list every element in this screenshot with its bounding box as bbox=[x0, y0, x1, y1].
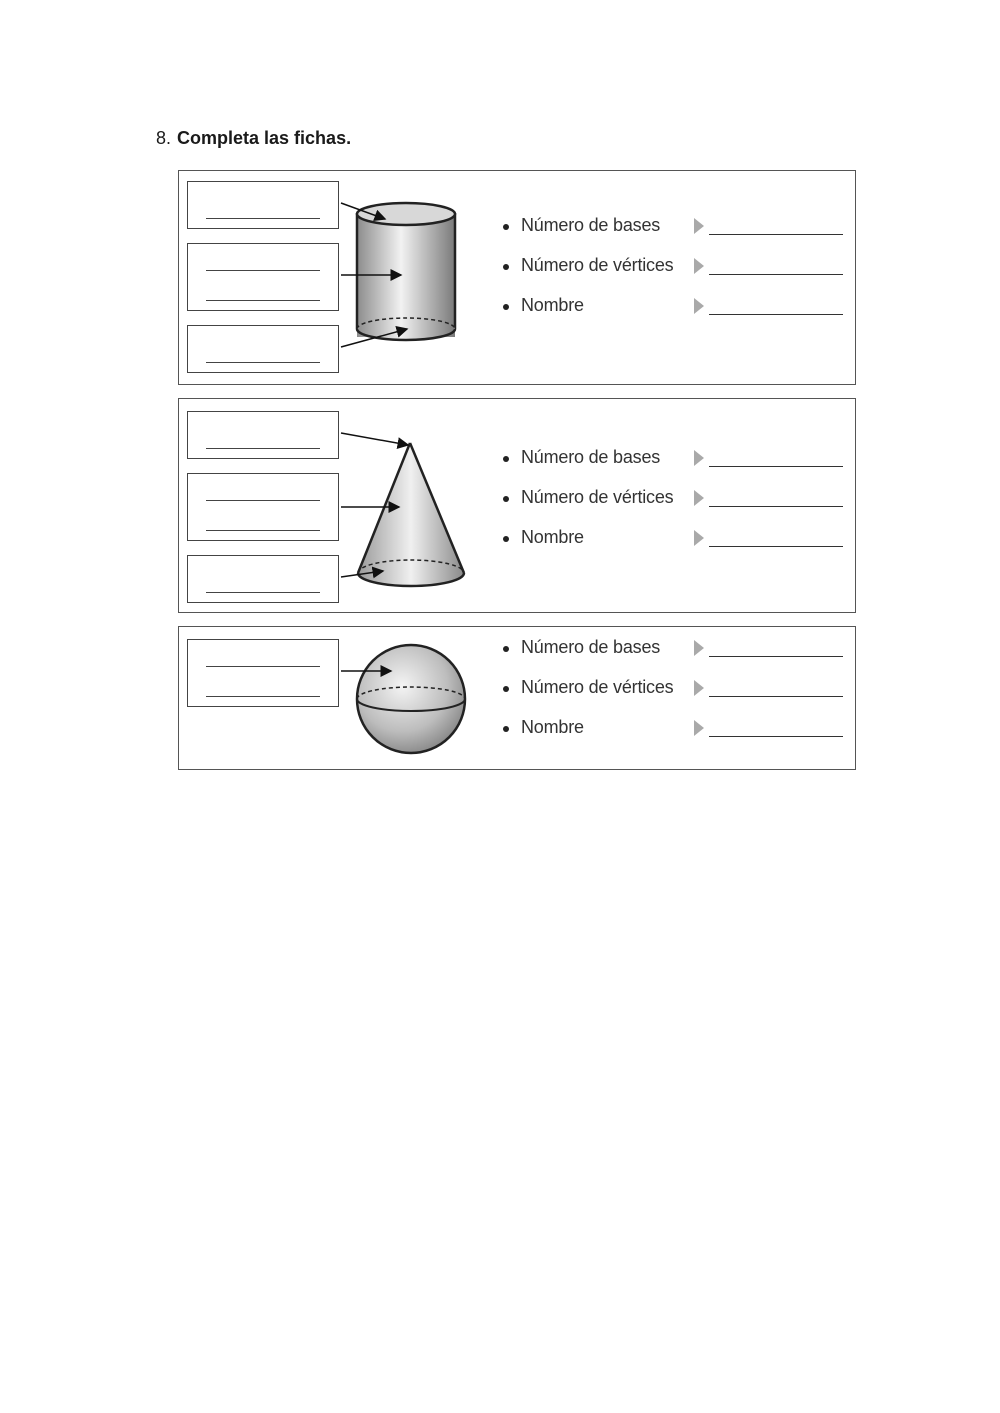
bullet-icon bbox=[503, 224, 509, 230]
triangle-arrow-icon bbox=[694, 298, 704, 314]
answer-box-3[interactable] bbox=[187, 325, 339, 373]
property-bases bbox=[501, 447, 847, 471]
property-label: Nombre bbox=[521, 527, 584, 547]
property-label: Número de bases bbox=[521, 637, 661, 657]
answer-line[interactable] bbox=[709, 546, 843, 547]
bullet-icon bbox=[503, 646, 509, 652]
arrow-apex bbox=[341, 433, 408, 445]
answer-line[interactable] bbox=[206, 666, 320, 667]
answer-line[interactable] bbox=[206, 300, 320, 301]
answer-box-1[interactable] bbox=[187, 411, 339, 459]
bullet-icon bbox=[503, 456, 509, 462]
property-name bbox=[501, 527, 847, 551]
triangle-arrow-icon bbox=[694, 680, 704, 696]
answer-box-2[interactable] bbox=[187, 243, 339, 311]
property-label: Nombre bbox=[521, 295, 584, 315]
card-cone bbox=[178, 398, 856, 613]
property-name bbox=[501, 295, 847, 319]
triangle-arrow-icon bbox=[694, 218, 704, 234]
cone-body bbox=[358, 443, 464, 586]
property-label: Número de vértices bbox=[521, 255, 674, 275]
property-label: Número de bases bbox=[521, 447, 661, 467]
bullet-icon bbox=[503, 264, 509, 270]
answer-line[interactable] bbox=[206, 592, 320, 593]
bullet-icon bbox=[503, 686, 509, 692]
answer-line[interactable] bbox=[206, 270, 320, 271]
answer-line[interactable] bbox=[206, 696, 320, 697]
exercise-instruction: Completa las fichas. bbox=[177, 128, 352, 148]
answer-line[interactable] bbox=[206, 218, 320, 219]
answer-box-2[interactable] bbox=[187, 473, 339, 541]
property-label: Nombre bbox=[521, 717, 584, 737]
property-bases bbox=[501, 215, 847, 239]
answer-line[interactable] bbox=[206, 362, 320, 363]
answer-line[interactable] bbox=[709, 736, 843, 737]
property-label: Número de bases bbox=[521, 215, 661, 235]
answer-line[interactable] bbox=[709, 656, 843, 657]
exercise-heading bbox=[156, 128, 351, 149]
property-label: Número de vértices bbox=[521, 677, 674, 697]
triangle-arrow-icon bbox=[694, 640, 704, 656]
property-label: Número de vértices bbox=[521, 487, 674, 507]
property-bases bbox=[501, 637, 847, 661]
triangle-arrow-icon bbox=[694, 258, 704, 274]
property-vertices bbox=[501, 677, 847, 701]
card-sphere bbox=[178, 626, 856, 770]
exercise-number: 8. bbox=[156, 128, 172, 148]
answer-line[interactable] bbox=[709, 274, 843, 275]
bullet-icon bbox=[503, 536, 509, 542]
property-vertices bbox=[501, 255, 847, 279]
triangle-arrow-icon bbox=[694, 450, 704, 466]
answer-box-1[interactable] bbox=[187, 639, 339, 707]
answer-line[interactable] bbox=[709, 314, 843, 315]
triangle-arrow-icon bbox=[694, 720, 704, 736]
triangle-arrow-icon bbox=[694, 490, 704, 506]
answer-line[interactable] bbox=[709, 506, 843, 507]
bullet-icon bbox=[503, 496, 509, 502]
answer-line[interactable] bbox=[206, 530, 320, 531]
answer-box-1[interactable] bbox=[187, 181, 339, 229]
property-vertices bbox=[501, 487, 847, 511]
answer-line[interactable] bbox=[709, 696, 843, 697]
sphere-body bbox=[357, 645, 465, 753]
answer-line[interactable] bbox=[206, 448, 320, 449]
answer-box-3[interactable] bbox=[187, 555, 339, 603]
answer-line[interactable] bbox=[206, 500, 320, 501]
card-cylinder bbox=[178, 170, 856, 385]
bullet-icon bbox=[503, 726, 509, 732]
bullet-icon bbox=[503, 304, 509, 310]
triangle-arrow-icon bbox=[694, 530, 704, 546]
property-name bbox=[501, 717, 847, 741]
answer-line[interactable] bbox=[709, 234, 843, 235]
answer-line[interactable] bbox=[709, 466, 843, 467]
